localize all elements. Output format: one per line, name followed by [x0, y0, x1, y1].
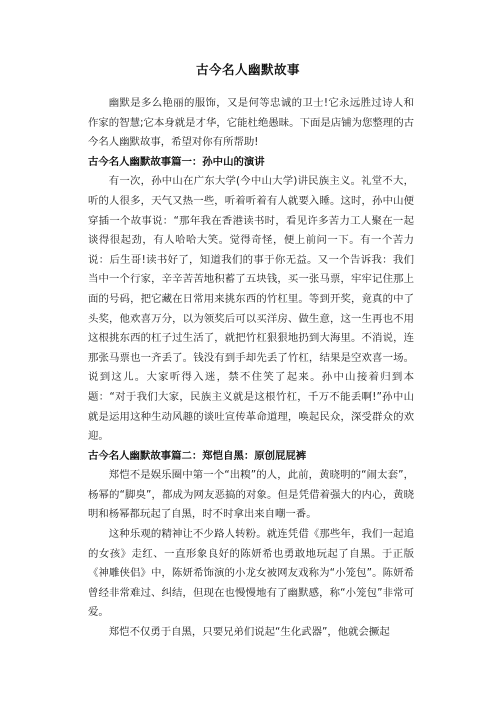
section-heading: 古今名人幽默故事篇二：郑恺自黑：原创屁屁裤: [88, 449, 307, 462]
document-body: [88, 94, 414, 643]
section-paragraph: 郑恺不是娱乐圈中第一个“出糗”的人，此前，黄晓明的“闹太套”，杨幂的“脚臭”，都成为网友恶搞的对象。但是凭借着强大的内心，黄晓明和杨幂都玩起了自黑，时不时拿出来自嘲一番。: [88, 469, 414, 521]
intro-paragraph: 幽默是多么艳丽的服饰，又是何等忠诚的卫士!它永远胜过诗人和作家的智慧;它本身就是才华，它能杜绝愚昧。下面是店铺为您整理的古今名人幽默故事，希望对你有所帮助!: [88, 97, 414, 149]
section-heading: 古今名人幽默故事篇一：孙中山的演讲: [88, 155, 265, 168]
section-paragraph: 这种乐观的精神让不少路人转粉。就连凭借《那些年，我们一起追的女孩》走红、一直形象良好的陈妍希也勇敢地玩起了自黑。于正版《神雕侠侣》中，陈妍希饰演的小龙女被网友戏称为“小笼包”。陈妍希曾经非常难过、纠结，但现在也慢慢地有了幽默感，称“小笼包”非常可爱。: [88, 528, 414, 619]
section-paragraph: 郑恺不仅勇于自黑，只要兄弟们说起“生化武器”，他就会撅起: [108, 626, 390, 639]
section-paragraph: 有一次，孙中山在广东大学(今中山大学)讲民族主义。礼堂不大，听的人很多，天气又热一些，听着听着有人就要入睡。这时，孙中山便穿插一个故事说：“那年我在香港读书时，看见许多苦力工人聚在一起谈得很起劲，有人哈哈大笑。觉得奇怪，便上前问一下。有一个苦力说：后生哥!读书好了，知道我们的事于你无益。又一个告诉我：我们当中一个行家，辛辛苦苦地积蓄了五块钱，买一张马票，牢牢记住那上面的号码，把它藏在日常用来挑东西的竹杠里。等到开奖，竟真的中了头奖，他欢喜万分，以为领奖后可以买洋房、做生意，这一生再也不用这根挑东西的杠子过生活了，就把竹杠狠狠地扔到大海里。不消说，连那张马票也一齐丢了。钱没有到手却先丢了竹杠，结果是空欢喜一场。说到这儿。大家听得入迷，禁不住笑了起来。孙中山接着归到本题：“对于我们大家，民族主义就是这根竹杠，千万不能丢啊!”孙中山就是运用这种生动风趣的谈吐宣传革命道理，唤起民众，深受群众的欢迎。: [88, 175, 414, 443]
document-title: 古今名人幽默故事: [195, 62, 300, 77]
